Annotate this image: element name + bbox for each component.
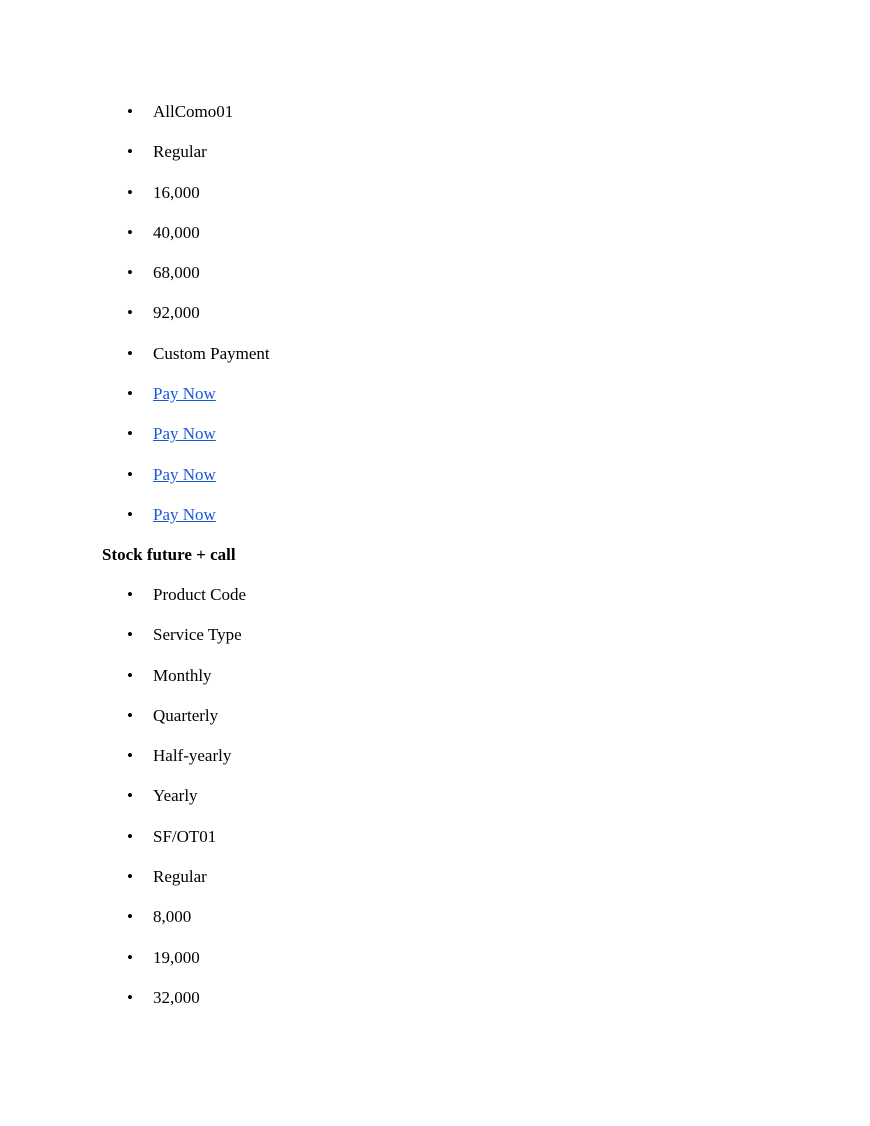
- list-item-text: 68,000: [153, 263, 200, 283]
- list-item-text: Regular: [153, 142, 207, 162]
- pay-now-link[interactable]: Pay Now: [153, 464, 216, 484]
- bullet-icon: •: [127, 826, 133, 846]
- list-item: [0, 746, 870, 786]
- bullet-icon: •: [127, 947, 133, 967]
- bullet-icon: •: [127, 263, 133, 283]
- list-item: [0, 223, 870, 263]
- bullet-icon: •: [127, 987, 133, 1007]
- list-item: [0, 988, 870, 1028]
- pay-now-link[interactable]: Pay Now: [153, 384, 216, 404]
- bullet-icon: •: [127, 142, 133, 162]
- bullet-icon: •: [127, 303, 133, 323]
- list-item-text: Monthly: [153, 665, 212, 685]
- bullet-icon: •: [127, 464, 133, 484]
- bullet-icon: •: [127, 182, 133, 202]
- list-item: [0, 867, 870, 907]
- bullet-icon: •: [127, 585, 133, 604]
- list-item-text: Half-yearly: [153, 746, 232, 766]
- pay-now-link[interactable]: Pay Now: [153, 424, 216, 444]
- list-item-text: 8,000: [153, 907, 192, 927]
- list-item-text: 40,000: [153, 222, 200, 242]
- list-item: [0, 585, 870, 625]
- list-item: [0, 666, 870, 706]
- list-item: [0, 102, 870, 142]
- list-item-text: Regular: [153, 867, 207, 887]
- list-item: [0, 907, 870, 947]
- bullet-icon: •: [127, 746, 133, 766]
- list-item-text: Quarterly: [153, 705, 219, 725]
- list-item: [0, 827, 870, 867]
- list-item: [0, 303, 870, 343]
- list-item: [0, 142, 870, 182]
- list-item-text: 32,000: [153, 987, 200, 1007]
- list-item-text: Product Code: [153, 585, 247, 604]
- bullet-icon: •: [127, 625, 133, 645]
- list-item: [0, 344, 870, 384]
- bullet-icon: •: [127, 705, 133, 725]
- list-item-text: AllComo01: [153, 102, 234, 121]
- bullet-icon: •: [127, 424, 133, 444]
- list-item-text: 92,000: [153, 303, 200, 323]
- list-item-text: Custom Payment: [153, 343, 270, 363]
- list-item-text: SF/OT01: [153, 826, 217, 846]
- list-item: [0, 465, 870, 505]
- list-item: [0, 948, 870, 988]
- bullet-icon: •: [127, 343, 133, 363]
- price-list-allcomo: [0, 102, 870, 545]
- list-item-text: Yearly: [153, 786, 198, 806]
- bullet-icon: •: [127, 384, 133, 404]
- price-list-stock-future: [0, 585, 870, 1028]
- list-item: [0, 625, 870, 665]
- list-item-text: 16,000: [153, 182, 200, 202]
- list-item-text: Service Type: [153, 625, 242, 645]
- list-item: [0, 786, 870, 826]
- list-item: [0, 183, 870, 223]
- list-item: [0, 424, 870, 464]
- bullet-icon: •: [127, 867, 133, 887]
- bullet-icon: •: [127, 665, 133, 685]
- section-heading: Stock future + call: [102, 545, 236, 564]
- list-item: [0, 706, 870, 746]
- bullet-icon: •: [127, 222, 133, 242]
- bullet-icon: •: [127, 907, 133, 927]
- bullet-icon: •: [127, 786, 133, 806]
- list-item: [0, 505, 870, 545]
- pay-now-link[interactable]: Pay Now: [153, 504, 216, 524]
- bullet-icon: •: [127, 504, 133, 524]
- list-item: [0, 263, 870, 303]
- bullet-icon: •: [127, 102, 133, 121]
- list-item-text: 19,000: [153, 947, 200, 967]
- list-item: [0, 384, 870, 424]
